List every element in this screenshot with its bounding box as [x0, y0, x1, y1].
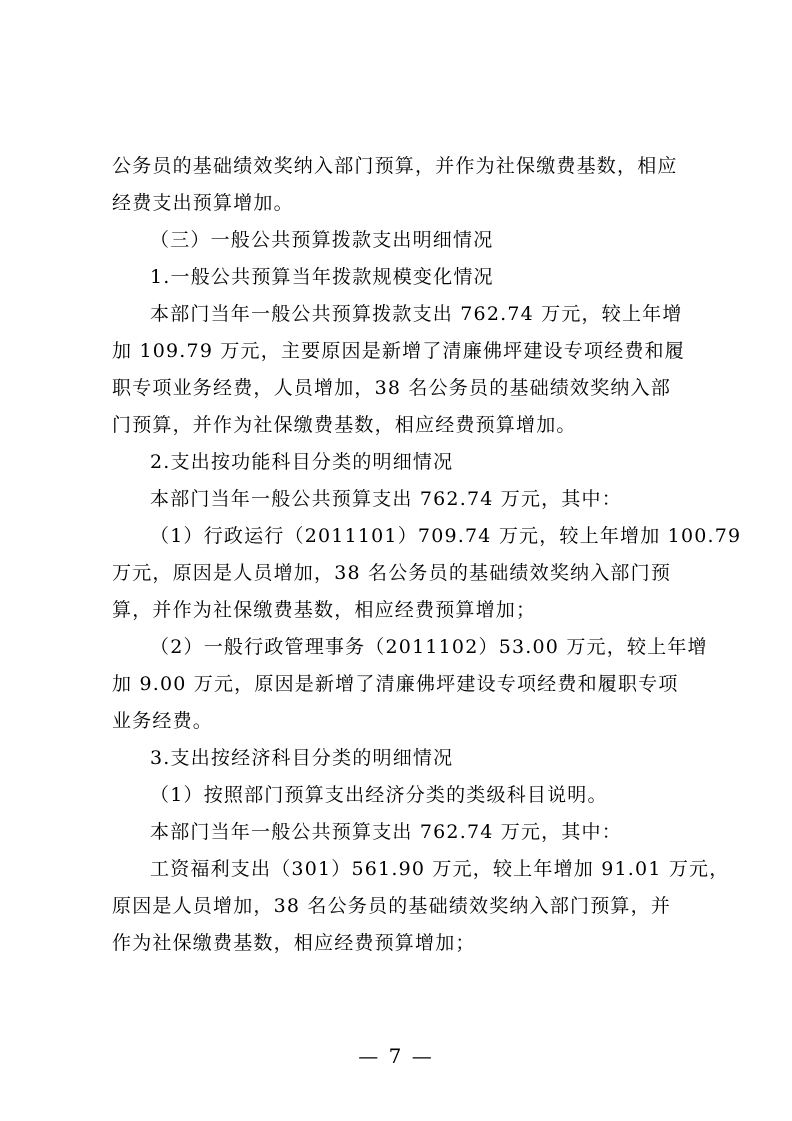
text-line: 作为社保缴费基数，相应经费预算增加； [112, 932, 476, 954]
text-line: 本部门当年一般公共预算支出 762.74 万元，其中： [150, 488, 622, 510]
text-line: 公务员的基础绩效奖纳入部门预算，并作为社保缴费基数，相应 [112, 155, 678, 177]
text-line: 职专项业务经费，人员增加，38 名公务员的基础绩效奖纳入部 [112, 377, 672, 399]
text-line: 门预算，并作为社保缴费基数，相应经费预算增加。 [112, 414, 577, 436]
text-line: 原因是人员增加，38 名公务员的基础绩效奖纳入部门预算，并 [112, 895, 672, 917]
text-line: 经费支出预算增加。 [112, 192, 294, 214]
text-line: （1）行政运行（2011101）709.74 万元，较上年增加 100.79 [150, 525, 742, 547]
text-line: 本部门当年一般公共预算支出 762.74 万元，其中： [150, 821, 622, 843]
text-line: 业务经费。 [112, 710, 214, 732]
text-line: 加 109.79 万元，主要原因是新增了清廉佛坪建设专项经费和履 [112, 340, 685, 362]
subsection-heading: 3.支出按经济科目分类的明细情况 [150, 747, 454, 769]
text-line: （2）一般行政管理事务（2011102）53.00 万元，较上年增 [150, 636, 708, 658]
subsection-heading: 1.一般公共预算当年拨款规模变化情况 [150, 266, 494, 288]
text-line: （1）按照部门预算支出经济分类的类级科目说明。 [150, 784, 608, 806]
text-line: 工资福利支出（301）561.90 万元，较上年增加 91.01 万元， [150, 858, 730, 880]
text-line: 算，并作为社保缴费基数，相应经费预算增加； [112, 599, 537, 621]
text-line: 本部门当年一般公共预算拨款支出 762.74 万元，较上年增 [150, 303, 683, 325]
section-heading: （三）一般公共预算拨款支出明细情况 [150, 229, 494, 251]
subsection-heading: 2.支出按功能科目分类的明细情况 [150, 451, 454, 473]
text-line: 万元，原因是人员增加，38 名公务员的基础绩效奖纳入部门预 [112, 562, 672, 584]
page-number: — 7 — [358, 1044, 434, 1068]
text-line: 加 9.00 万元，原因是新增了清廉佛坪建设专项经费和履职专项 [112, 673, 679, 695]
